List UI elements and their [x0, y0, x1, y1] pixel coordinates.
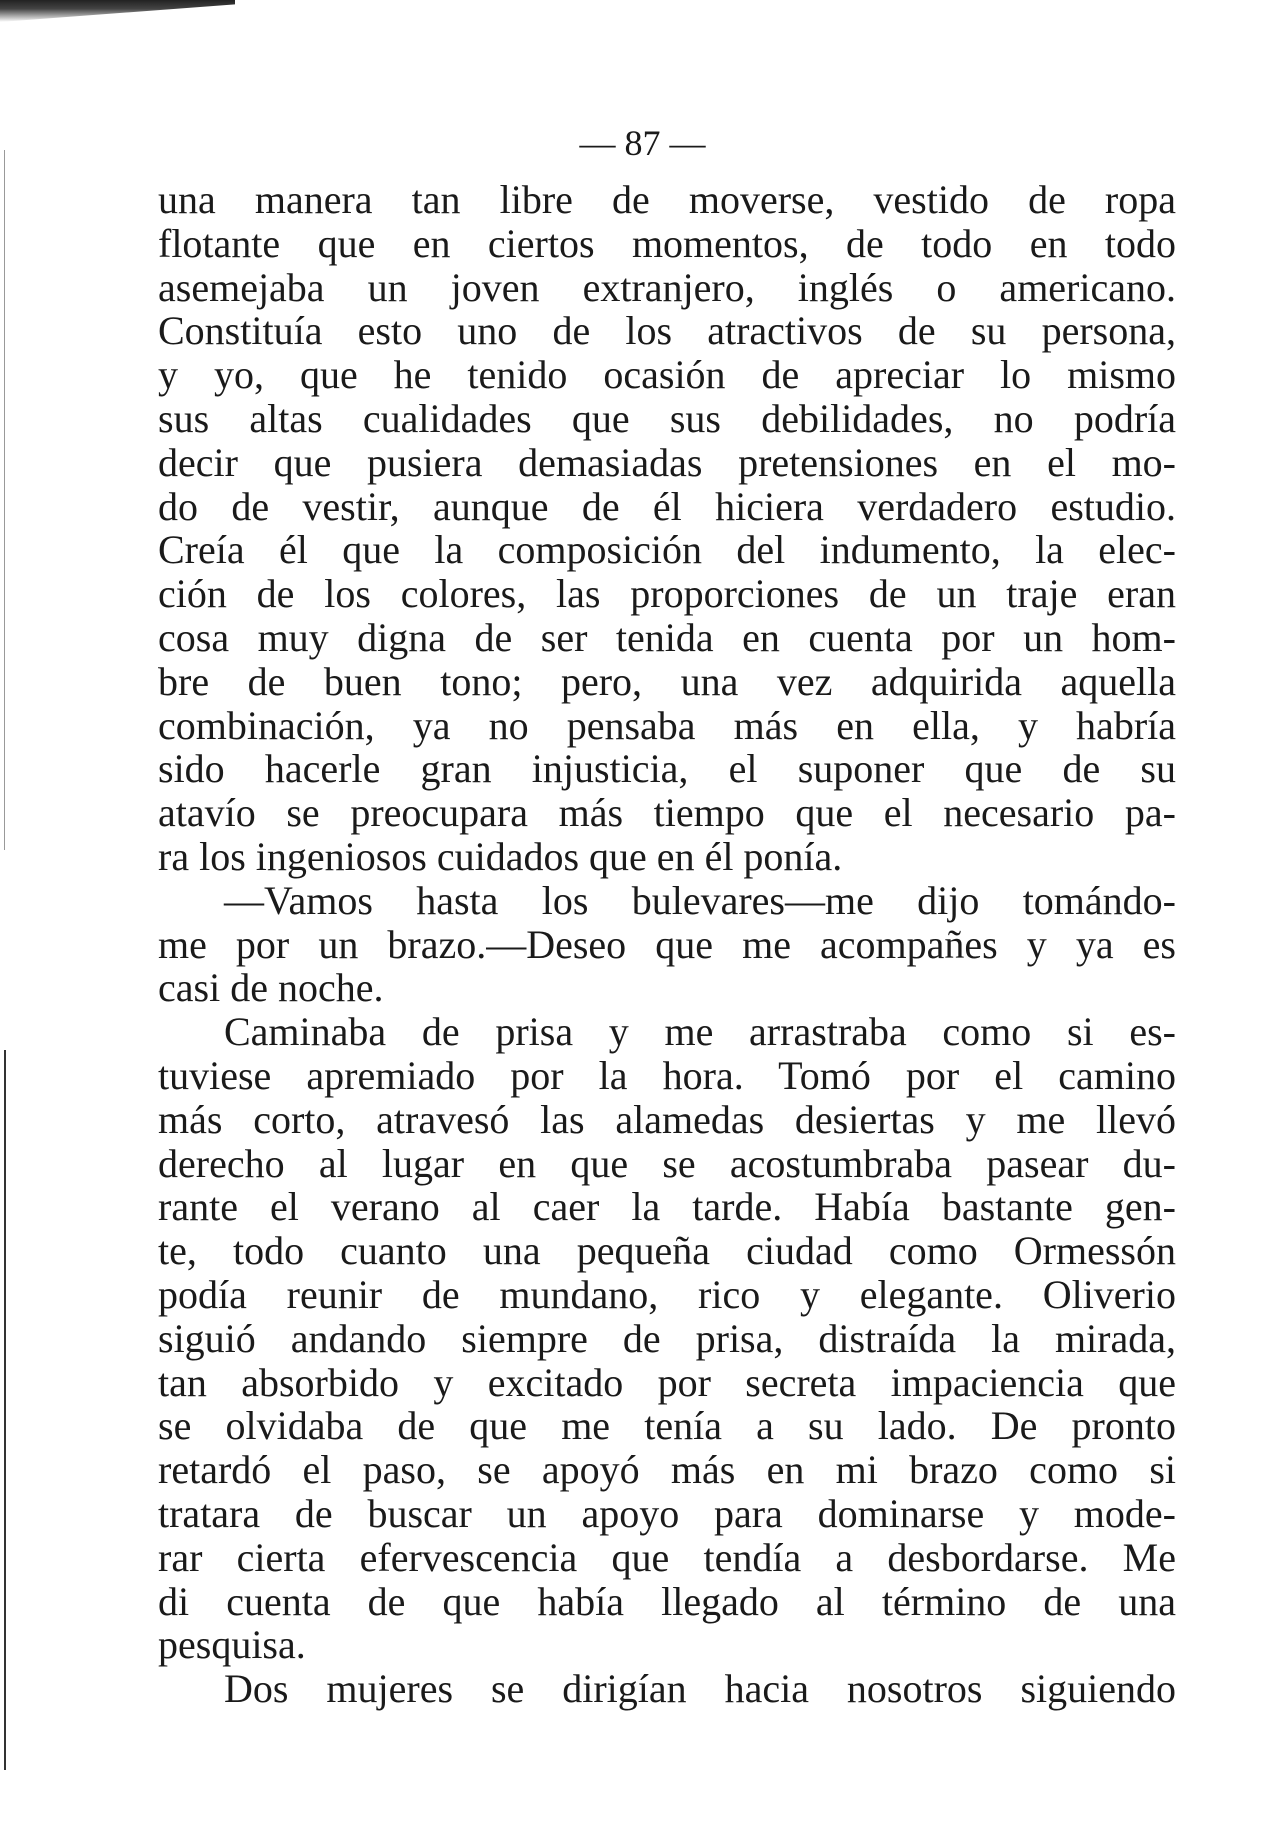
text-line: una manera tan libre de moverse, vestido de ropa [158, 177, 1176, 222]
text-line: Creía él que la composición del indumento, la elec- [158, 527, 1176, 573]
text-line: casi de noche. [158, 965, 384, 1011]
text-line: Caminaba de prisa y me arrastraba como si es- [224, 1009, 1176, 1055]
text-line: pesquisa. [158, 1622, 306, 1668]
text-line: flotante que en ciertos momentos, de todo en todo [158, 220, 1176, 266]
text-line: retardó el paso, se apoyó más en mi brazo como si [158, 1447, 1176, 1493]
scan-artifact [0, 0, 235, 22]
text-line: bre de buen tono; pero, una vez adquirida aquella [158, 658, 1176, 704]
text-line: do de vestir, aunque de él hiciera verdadero estudio. [158, 483, 1176, 529]
text-line: asemejaba un joven extranjero, inglés o americano. [158, 264, 1176, 310]
text-line: podía reunir de mundano, rico y elegante. Oliverio [158, 1271, 1176, 1317]
page-edge-line [4, 150, 5, 850]
text-line: sus altas cualidades que sus debilidades, no podría [158, 395, 1176, 441]
text-line: atavío se preocupara más tiempo que el necesario pa- [158, 790, 1176, 836]
body-text [158, 178, 1176, 1711]
text-line: ción de los colores, las proporciones de un traje eran [158, 571, 1176, 617]
text-line: Dos mujeres se dirigían hacia nosotros siguiendo [224, 1666, 1176, 1712]
text-line: decir que pusiera demasiadas pretensiones en el mo- [158, 439, 1176, 485]
text-line: rar cierta efervescencia que tendía a desbordarse. Me [158, 1534, 1176, 1580]
text-line: siguió andando siempre de prisa, distraída la mirada, [158, 1315, 1176, 1361]
text-line: ra los ingeniosos cuidados que en él ponía. [158, 833, 843, 879]
page-number: — 87 — [579, 123, 706, 163]
text-line: más corto, atravesó las alamedas desiertas y me llevó [158, 1096, 1176, 1142]
text-line: —Vamos hasta los bulevares—me dijo tomándo- [224, 877, 1176, 923]
text-line: cosa muy digna de ser tenida en cuenta por un hom- [158, 614, 1176, 660]
text-line: se olvidaba de que me tenía a su lado. De pronto [158, 1403, 1176, 1449]
text-line: Constituía esto uno de los atractivos de su persona, [158, 308, 1176, 354]
text-line: sido hacerle gran injusticia, el suponer que de su [158, 746, 1176, 792]
text-line: di cuenta de que había llegado al término de una [158, 1578, 1176, 1624]
text-line: tratara de buscar un apoyo para dominarse y mode- [158, 1490, 1176, 1536]
text-line: tan absorbido y excitado por secreta impaciencia que [158, 1359, 1176, 1405]
text-line: te, todo cuanto una pequeña ciudad como Ormessón [158, 1228, 1176, 1274]
text-line: me por un brazo.—Deseo que me acompañes y ya es [158, 921, 1176, 967]
text-line: derecho al lugar en que se acostumbraba pasear du- [158, 1140, 1176, 1186]
text-line: tuviese apremiado por la hora. Tomó por el camino [158, 1052, 1176, 1098]
text-line: rante el verano al caer la tarde. Había bastante gen- [158, 1184, 1176, 1230]
text-line: y yo, que he tenido ocasión de apreciar lo mismo [158, 352, 1176, 398]
text-line: combinación, ya no pensaba más en ella, y habría [158, 702, 1176, 748]
page-edge-line [4, 1050, 6, 1770]
